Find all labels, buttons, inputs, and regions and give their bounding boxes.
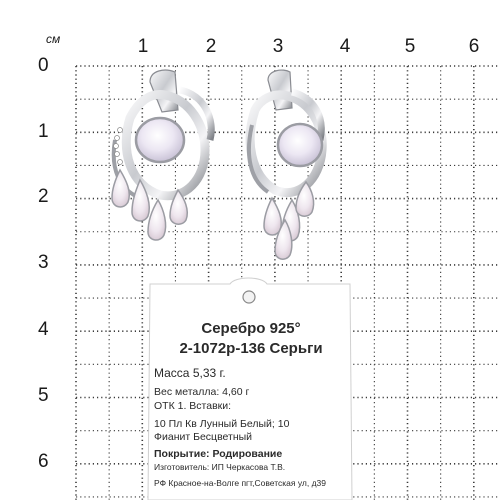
y-tick-0: 0 <box>38 55 49 76</box>
x-tick-2: 2 <box>205 36 217 57</box>
tag-inserts-line2: Фианит Бесцветный <box>154 431 253 443</box>
ruler-unit-label: см <box>46 32 61 46</box>
left-earring <box>112 70 211 240</box>
y-tick-5: 5 <box>38 385 49 406</box>
x-tick-5: 5 <box>404 36 416 57</box>
tag-address: РФ Красное-на-Волге пгт,Советская ул, д39 <box>154 478 327 488</box>
y-tick-1: 1 <box>38 121 49 142</box>
y-tick-6: 6 <box>38 451 49 472</box>
x-tick-1: 1 <box>137 36 149 57</box>
tag-mass: Масса 5,33 г. <box>154 366 226 380</box>
x-tick-4: 4 <box>339 36 351 57</box>
tag-text-block <box>146 278 356 500</box>
x-tick-3: 3 <box>272 36 284 57</box>
tag-title-line2: 2-1072р-136 Серьги <box>179 340 323 357</box>
tag-otk: ОТК 1. Вставки: <box>154 400 232 412</box>
x-tick-6: 6 <box>468 36 480 57</box>
y-tick-2: 2 <box>38 186 49 207</box>
tag-maker: Изготовитель: ИП Черкасова Т.В. <box>154 462 286 472</box>
tag-metal-weight: Вес металла: 4,60 г <box>154 386 250 398</box>
right-earring <box>249 70 322 259</box>
tag-title-line1: Серебро 925° <box>201 320 301 337</box>
y-tick-4: 4 <box>38 319 49 340</box>
tag-inserts-line1: 10 Пл Кв Лунный Белый; 10 <box>154 418 290 430</box>
y-tick-3: 3 <box>38 252 49 273</box>
tag-coating: Покрытие: Родирование <box>154 448 283 460</box>
